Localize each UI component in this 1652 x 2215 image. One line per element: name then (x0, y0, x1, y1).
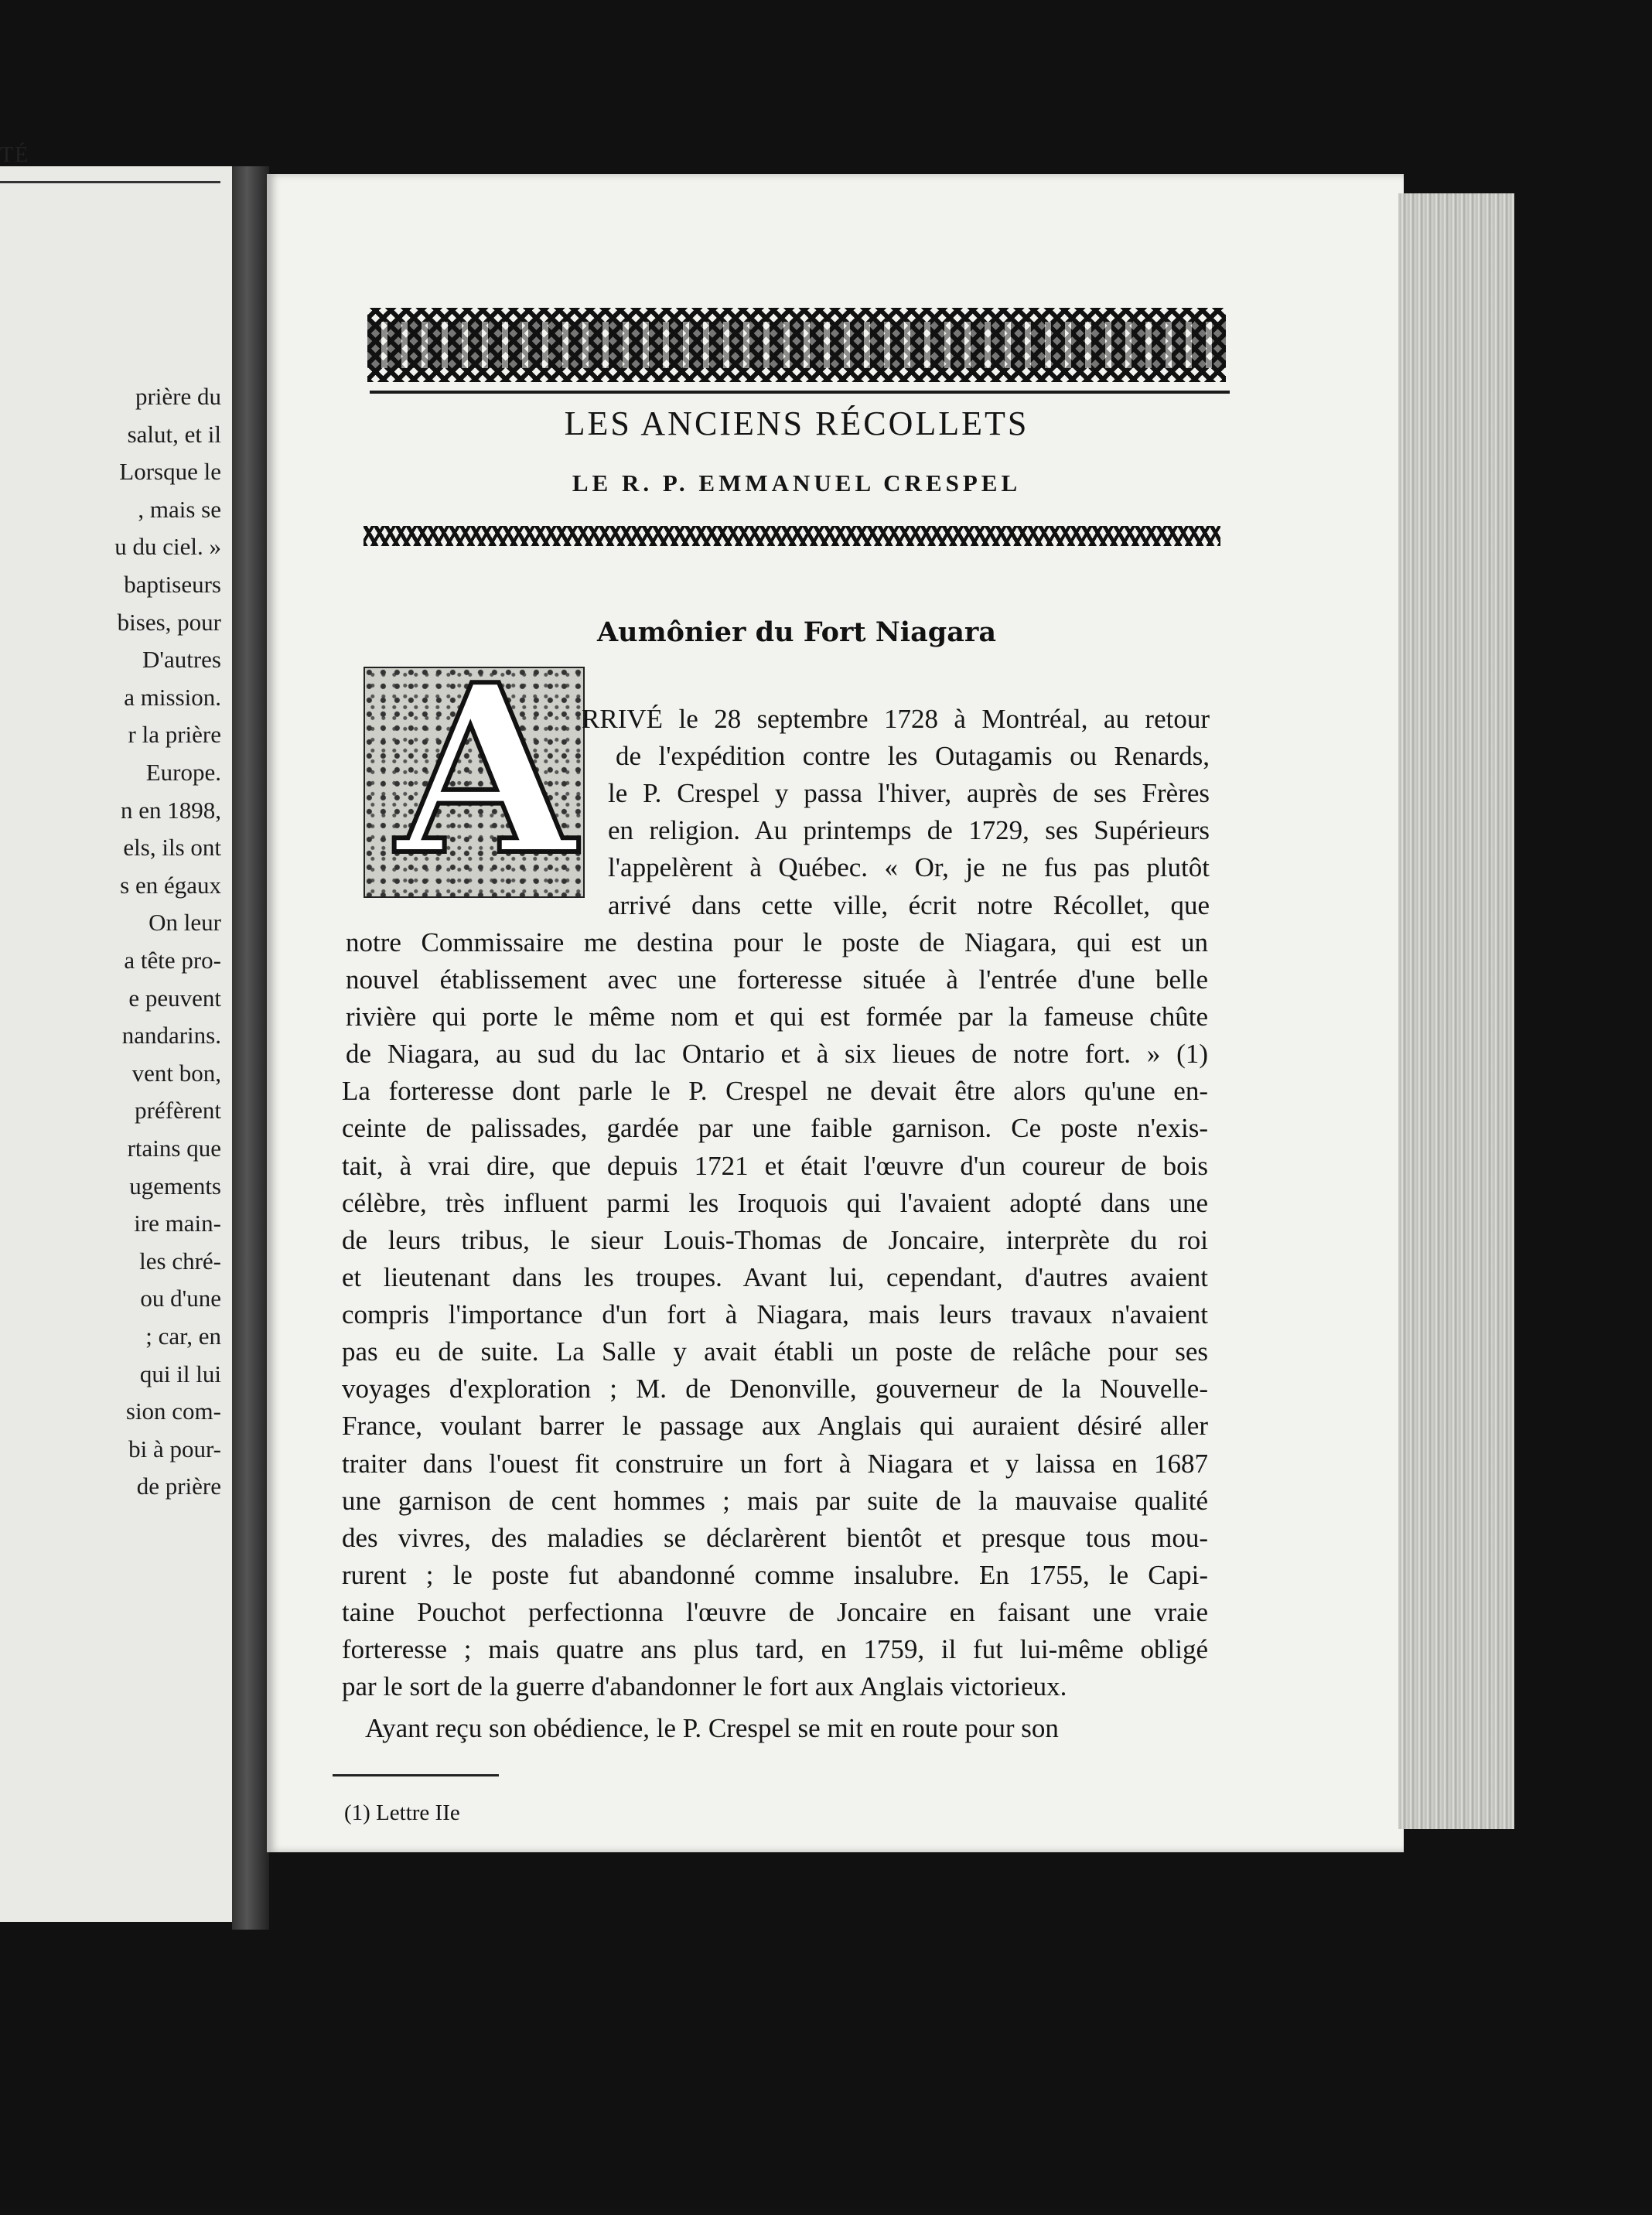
body-line: de Niagara, au sud du lac Ontario et à six lieues de notre fort. » (1) (346, 1039, 1208, 1069)
body-line: voyages d'exploration ; M. de Denonville, gouverneur de la Nouvelle- (342, 1374, 1208, 1404)
body-line: de leurs tribus, le sieur Louis-Thomas de Joncaire, interprète du roi (342, 1225, 1208, 1255)
left-page-line: salut, et il (127, 420, 221, 448)
left-page-line: bises, pour (117, 608, 221, 636)
section-heading: Aumônier du Fort Niagara (596, 616, 997, 648)
footnote: (1) Lettre IIe (344, 1800, 460, 1825)
left-page-line: ou d'une (140, 1285, 221, 1312)
left-page-line: els, ils ont (123, 834, 221, 862)
body-line: et lieutenant dans les troupes. Avant lui, cependant, d'autres avaient (342, 1262, 1208, 1292)
page-edges (1398, 193, 1514, 1829)
left-page-line: a mission. (124, 683, 221, 711)
left-page-line: n en 1898, (120, 796, 221, 824)
illuminated-drop-cap (364, 633, 585, 906)
body-line: une garnison de cent hommes ; mais par suite de la mauvaise qualité (342, 1486, 1208, 1516)
top-rule (370, 391, 1230, 394)
left-page-line: sion com- (125, 1398, 221, 1425)
left-page-line: ugements (129, 1172, 221, 1200)
left-page-line: a tête pro- (124, 947, 221, 974)
body-line: La forteresse dont parle le P. Crespel ne devait être alors qu'une en- (342, 1076, 1208, 1106)
left-page-line: baptiseurs (124, 571, 221, 598)
body-line: ceinte de palissades, gardée par une faible garnison. Ce poste n'exis- (342, 1113, 1208, 1143)
left-page-line: u du ciel. » (114, 533, 221, 561)
left-page-line: ire main- (134, 1210, 221, 1237)
body-line: nouvel établissement avec une forteresse située à l'entrée d'une belle (346, 964, 1208, 995)
left-page-line: vent bon, (131, 1059, 221, 1087)
body-line: forteresse ; mais quatre ans plus tard, en 1759, il fut lui-même obligé (342, 1634, 1208, 1664)
top-ornament-band (367, 308, 1226, 382)
left-page-line: prière du (135, 383, 221, 410)
left-page-line: préfèrent (135, 1097, 221, 1125)
left-page-line: e peuvent (128, 984, 221, 1012)
body-line: France, voulant barrer le passage aux Anglais qui auraient désiré aller (342, 1411, 1208, 1441)
body-line: traiter dans l'ouest fit construire un fort à Niagara et y laissa en 1687 (342, 1449, 1208, 1479)
left-page-header: TÉ (0, 143, 30, 167)
drop-cap-letter: A (396, 633, 576, 906)
body-line: compris l'importance d'un fort à Niagara, mais leurs travaux n'avaient (342, 1299, 1208, 1329)
body-line: tait, à vrai dire, que depuis 1721 et était l'œuvre d'un coureur de bois (342, 1151, 1208, 1181)
left-page-line: bi à pour- (128, 1435, 221, 1462)
body-line: rurent ; le poste fut abandonné comme insalubre. En 1755, le Capi- (342, 1560, 1208, 1590)
left-page-line: r la prière (128, 721, 221, 749)
body-line: Ayant reçu son obédience, le P. Crespel se mit en route pour son (365, 1713, 1059, 1743)
left-page-line: Lorsque le (119, 458, 221, 486)
body-line: notre Commissaire me destina pour le poste de Niagara, qui est un (346, 927, 1208, 957)
left-page-line: les chré- (139, 1247, 221, 1275)
page-subtitle: LE R. P. EMMANUEL CRESPEL (572, 469, 1022, 497)
left-page-line: s en égaux (120, 871, 221, 899)
body-line: RRIVÉ le 28 septembre 1728 à Montréal, au retour (582, 704, 1210, 734)
body-line: taine Pouchot perfectionna l'œuvre de Joncaire en faisant une vraie (342, 1597, 1208, 1627)
left-page-line: rtains que (127, 1135, 221, 1162)
left-page-line: de prière (136, 1473, 221, 1500)
body-line: l'appelèrent à Québec. « Or, je ne fus pas plutôt (608, 852, 1210, 882)
body-line: des vivres, des maladies se déclarèrent bientôt et presque tous mou- (342, 1523, 1208, 1553)
top-ornament-pattern (367, 322, 1226, 368)
left-page-line: D'autres (142, 646, 221, 674)
body-line: par le sort de la guerre d'abandonner le fort aux Anglais victorieux. (342, 1671, 1067, 1701)
page-title: LES ANCIENS RÉCOLLETS (564, 404, 1029, 442)
body-line: rivière qui porte le même nom et qui est formée par la fameuse chûte (346, 1002, 1208, 1032)
left-page-line: On leur (148, 909, 221, 937)
body-line: célèbre, très influent parmi les Iroquois qui l'avaient adopté dans une (342, 1188, 1208, 1218)
body-line: pas eu de suite. La Salle y avait établi un poste de relâche pour ses (342, 1336, 1208, 1367)
body-line: de l'expédition contre les Outagamis ou Renards, (616, 741, 1210, 771)
left-header-rule (0, 181, 220, 183)
left-page-line: qui il lui (139, 1360, 221, 1387)
body-line: arrivé dans cette ville, écrit notre Récollet, que (608, 890, 1210, 920)
left-page-line: Europe. (145, 759, 221, 786)
body-line: en religion. Au printemps de 1729, ses Supérieurs (608, 815, 1210, 845)
footnote-rule (333, 1774, 499, 1776)
left-page-line: nandarins. (121, 1022, 221, 1049)
middle-ornament-band (364, 526, 1220, 546)
left-page-line: , mais se (138, 495, 221, 523)
book-gutter (232, 166, 269, 1930)
body-line: le P. Crespel y passa l'hiver, auprès de ses Frères (608, 778, 1210, 808)
left-page-line: ; car, en (145, 1323, 221, 1350)
